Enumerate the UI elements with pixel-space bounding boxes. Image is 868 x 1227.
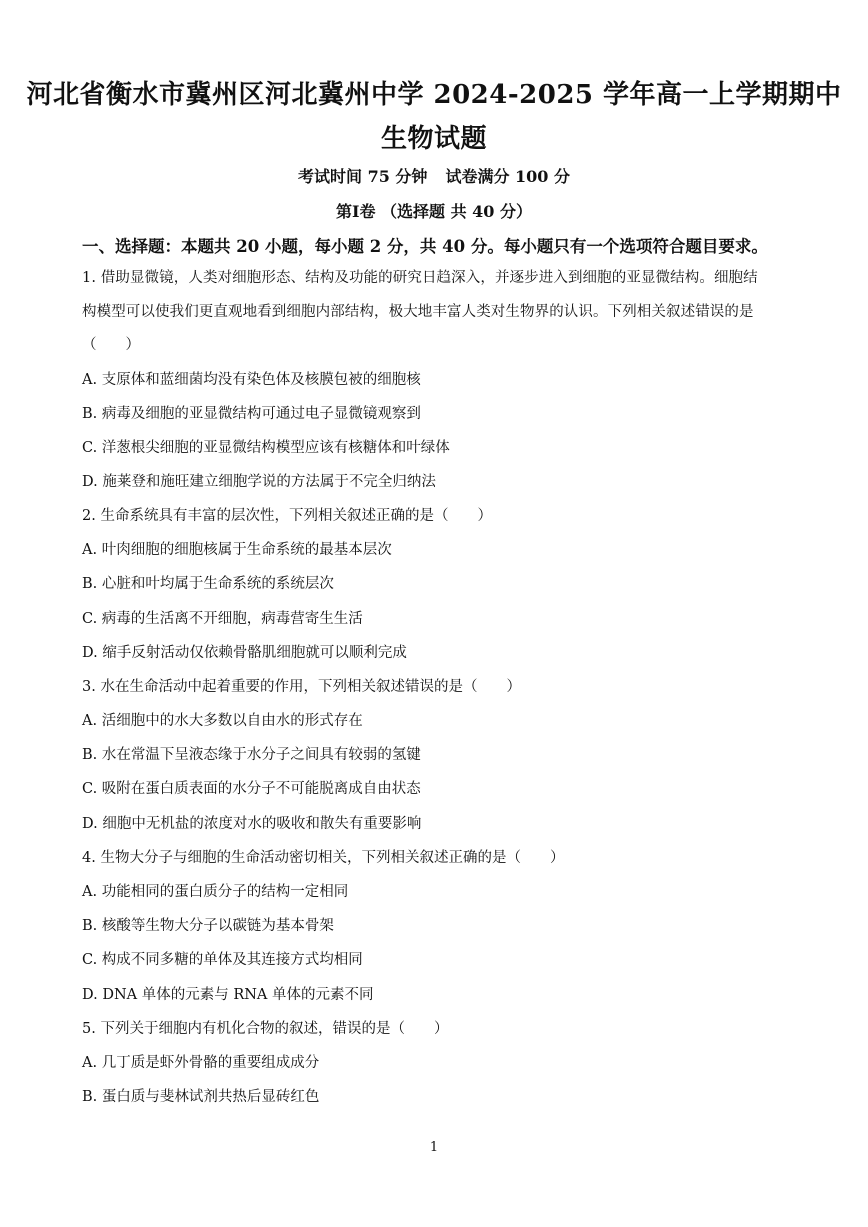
question-4-option-d: D. DNA 单体的元素与 RNA 单体的元素不同: [82, 987, 374, 1003]
question-4-option-b: B. 核酸等生物大分子以碳链为基本骨架: [82, 918, 334, 934]
question-3-option-c: C. 吸附在蛋白质表面的水分子不可能脱离成自由状态: [82, 781, 421, 797]
question-5-option-a: A. 几丁质是虾外骨骼的重要组成成分: [82, 1055, 320, 1071]
question-4-option-c: C. 构成不同多糖的单体及其连接方式均相同: [82, 952, 363, 968]
question-2-stem: 2. 生命系统具有丰富的层次性，下列相关叙述正确的是（ ）: [82, 508, 492, 524]
page-number: 1: [429, 1140, 439, 1155]
question-4-stem: 4. 生物大分子与细胞的生命活动密切相关，下列相关叙述正确的是（ ）: [82, 850, 565, 866]
question-1-stem-line-2: 构模型可以使我们更直观地看到细胞内部结构，极大地丰富人类对生物界的认识。下列相关叙述错误的是: [82, 304, 754, 320]
question-2-option-c: C. 病毒的生活离不开细胞，病毒营寄生生活: [82, 611, 363, 627]
question-3-option-a: A. 活细胞中的水大多数以自由水的形式存在: [82, 713, 363, 729]
question-3-option-b: B. 水在常温下呈液态缘于水分子之间具有较弱的氢键: [82, 747, 421, 763]
question-2-option-d: D. 缩手反射活动仅依赖骨骼肌细胞就可以顺利完成: [82, 645, 407, 661]
exam-score: 试卷满分 100 分: [445, 167, 570, 186]
question-2-option-a: A. 叶肉细胞的细胞核属于生命系统的最基本层次: [82, 542, 392, 558]
document-title-line-1: 河北省衡水市冀州区河北冀州中学 2024-2025 学年高一上学期期中: [26, 80, 842, 110]
question-4-option-a: A. 功能相同的蛋白质分子的结构一定相同: [82, 884, 349, 900]
exam-time: 考试时间 75 分钟: [298, 167, 428, 186]
question-1-option-d: D. 施莱登和施旺建立细胞学说的方法属于不完全归纳法: [82, 474, 436, 490]
question-1-option-c: C. 洋葱根尖细胞的亚显微结构模型应该有核糖体和叶绿体: [82, 440, 450, 456]
exam-info: [0, 164, 868, 187]
question-1-option-a: A. 支原体和蓝细菌均没有染色体及核膜包被的细胞核: [82, 372, 421, 388]
question-1-stem-line-1: 1. 借助显微镜，人类对细胞形态、结构及功能的研究日趋深入，并逐步进入到细胞的亚显微结构。细胞结: [82, 270, 758, 286]
question-3-stem: 3. 水在生命活动中起着重要的作用，下列相关叙述错误的是（ ）: [82, 679, 521, 695]
part-title: 一、选择题：本题共 20 小题，每小题 2 分，共 40 分。每小题只有一个选项符合题目要求。: [82, 237, 768, 256]
question-2-option-b: B. 心脏和叶均属于生命系统的系统层次: [82, 576, 334, 592]
question-5-stem: 5. 下列关于细胞内有机化合物的叙述，错误的是（ ）: [82, 1021, 449, 1037]
section-title: 第Ⅰ卷 （选择题 共 40 分）: [335, 202, 533, 221]
question-3-option-d: D. 细胞中无机盐的浓度对水的吸收和散失有重要影响: [82, 816, 422, 832]
question-1-stem-line-3: （ ）: [82, 337, 140, 353]
question-5-option-b: B. 蛋白质与斐林试剂共热后显砖红色: [82, 1089, 320, 1105]
question-1-option-b: B. 病毒及细胞的亚显微结构可通过电子显微镜观察到: [82, 406, 421, 422]
document-title-line-2: 生物试题: [380, 124, 487, 154]
